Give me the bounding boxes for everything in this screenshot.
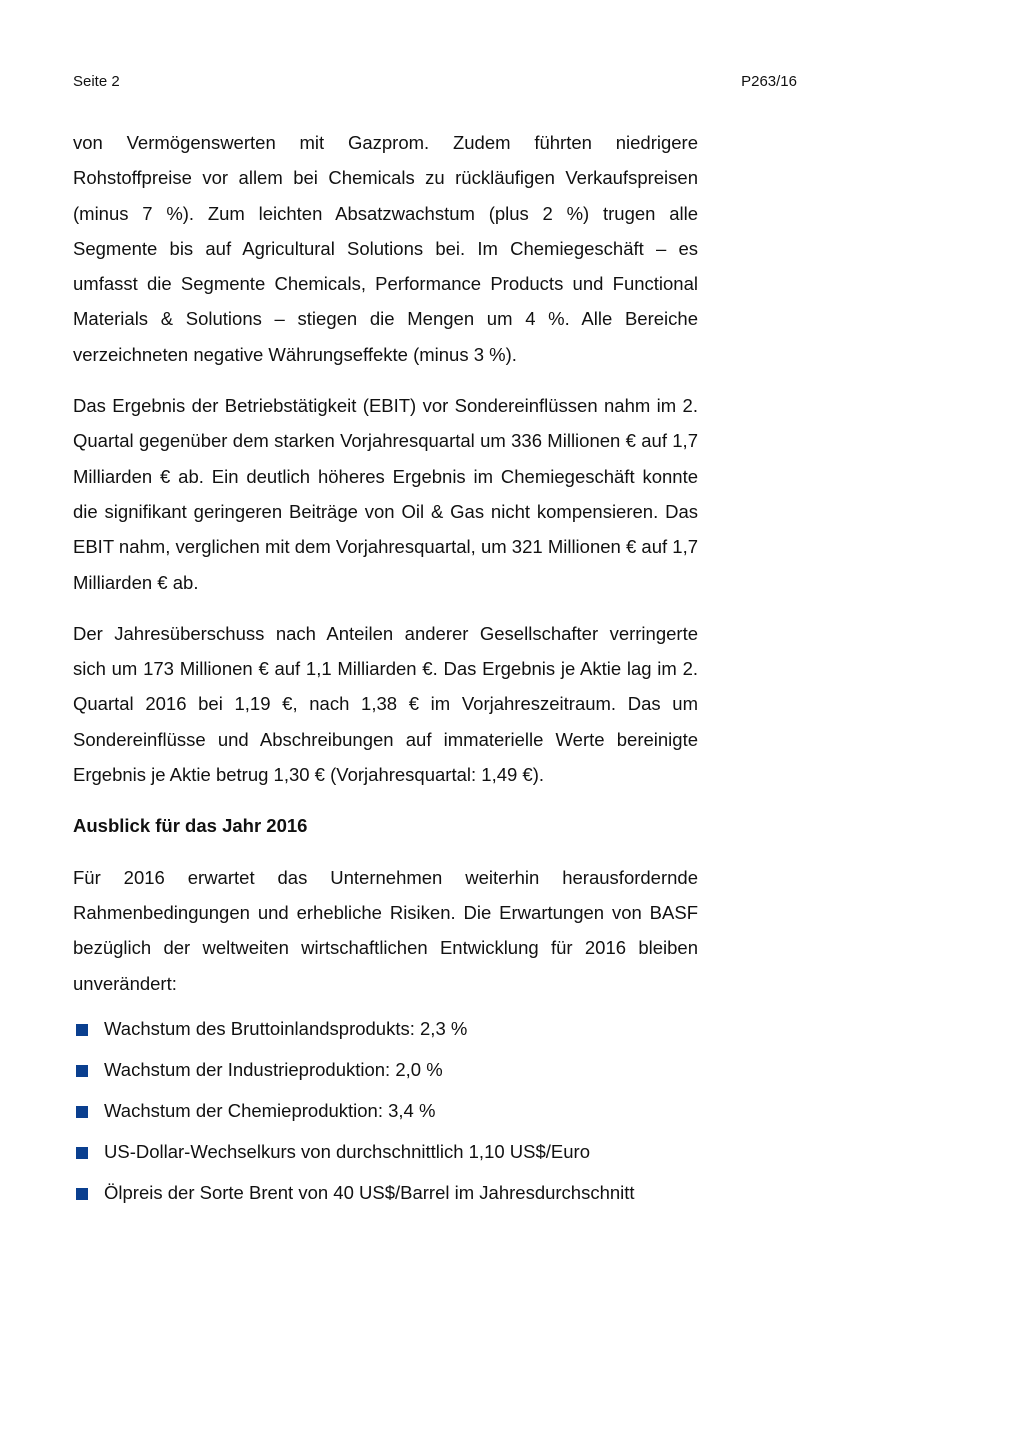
square-bullet-icon xyxy=(76,1188,88,1200)
square-bullet-icon xyxy=(76,1106,88,1118)
list-item-text: Wachstum der Industrieproduktion: 2,0 % xyxy=(104,1058,443,1080)
square-bullet-icon xyxy=(76,1065,88,1077)
list-item-text: Wachstum des Bruttoinlandsprodukts: 2,3 % xyxy=(104,1017,468,1039)
document-reference: P263/16 xyxy=(741,73,797,90)
list-item xyxy=(73,1140,698,1164)
list-item-text: Ölpreis der Sorte Brent von 40 US$/Barrel im Jahresdurchschnitt xyxy=(104,1181,635,1203)
page-header xyxy=(73,72,797,92)
outlook-intro: Für 2016 erwartet das Unternehmen weiterhin herausfordernde Rahmenbedingungen und erhebliche Risiken. Die Erwartungen von BASF bezüglich der weltweiten wirtschaftlichen Entwicklung für 2016 bleiben unverändert: xyxy=(73,866,698,994)
list-item xyxy=(73,1181,698,1205)
paragraph-sales: von Vermögenswerten mit Gazprom. Zudem führten niedrigere Rohstoffpreise vor allem bei Chemicals zu rückläufigen Verkaufspreisen (minus 7 %). Zum leichten Absatzwachstum (plus 2 %) trugen alle Segmente bis auf Agricultural Solutions bei. Im Chemiegeschäft – es umfasst die Segmente Chemicals, Performance Products und Functional Materials & Solutions – stiegen die Mengen um 4 %. Alle Bereiche verzeichneten negative Währungseffekte (minus 3 %). xyxy=(73,132,698,365)
list-item xyxy=(73,1058,698,1082)
list-item-text: Wachstum der Chemieproduktion: 3,4 % xyxy=(104,1099,436,1121)
outlook-list xyxy=(73,1017,698,1205)
list-item xyxy=(73,1099,698,1123)
paragraph-ebit: Das Ergebnis der Betriebstätigkeit (EBIT) vor Sondereinflüssen nahm im 2. Quartal gegenüber dem starken Vorjahresquartal um 336 Millionen € auf 1,7 Milliarden € ab. Ein deutlich höheres Ergebnis im Chemiegeschäft konnte die signifikant geringeren Beiträge von Oil & Gas nicht kompensieren. Das EBIT nahm, verglichen mit dem Vorjahresquartal, um 321 Millionen € auf 1,7 Milliarden € ab. xyxy=(73,395,698,593)
list-item-text: US-Dollar-Wechselkurs von durchschnittlich 1,10 US$/Euro xyxy=(104,1140,590,1162)
paragraph-net-income: Der Jahresüberschuss nach Anteilen anderer Gesellschafter verringerte sich um 173 Millionen € auf 1,1 Milliarden €. Das Ergebnis je Aktie lag im 2. Quartal 2016 bei 1,19 €, nach 1,38 € im Vorjahreszeitraum. Das um Sondereinflüsse und Abschreibungen auf immaterielle Werte bereinigte Ergebnis je Aktie betrug 1,30 € (Vorjahresquartal: 1,49 €). xyxy=(73,622,698,786)
list-item xyxy=(73,1017,698,1041)
square-bullet-icon xyxy=(76,1147,88,1159)
page-number: Seite 2 xyxy=(73,73,120,90)
document-body xyxy=(73,125,698,1222)
square-bullet-icon xyxy=(76,1024,88,1036)
outlook-heading: Ausblick für das Jahr 2016 xyxy=(73,815,308,837)
